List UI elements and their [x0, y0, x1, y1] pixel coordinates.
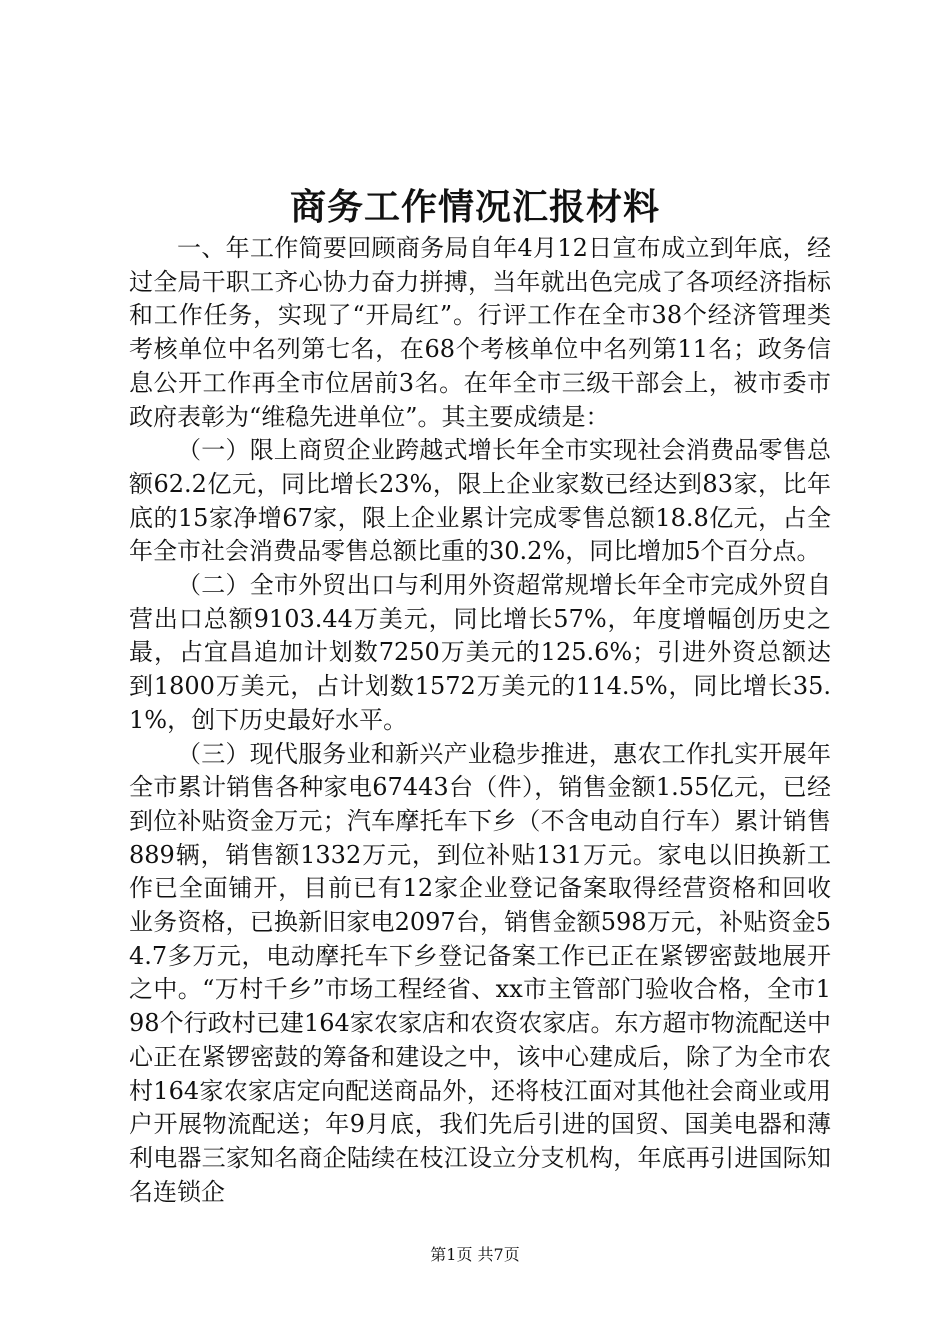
document-title: 商务工作情况汇报材料	[289, 187, 660, 228]
paragraph-modern-services: （三）现代服务业和新兴产业稳步推进，惠农工作扎实开展年全市累计销售各种家电67443台（件），销售金额1.55亿元，已经到位补贴资金万元；汽车摩托车下乡（不含电动自行车）累计销售889辆，销售额1332万元，到位补贴131万元。家电以旧换新工作已全面铺开，目前已有12家企业登记备案取得经营资格和回收业务资格，已换新旧家电2097台，销售金额598万元，补贴资金54.7多万元，电动摩托车下乡登记备案工作已正在紧锣密鼓地展开之中。“万村千乡”市场工程经省、xx市主管部门验收合格，全市198个行政村已建164家农家店和农资农家店。东方超市物流配送中心正在紧锣密鼓的筹备和建设之中，该中心建成后，除了为全市农村164家农家店定向配送商品外，还将枝江面对其他社会商业或用户开展物流配送；年9月底，我们先后引进的国贸、国美电器和薄利电器三家知名商企陆续在枝江设立分支机构，年底再引进国际知名连锁企	[129, 739, 831, 1206]
paragraph-foreign-trade: （二）全市外贸出口与利用外资超常规增长年全市完成外贸自营出口总额9103.44万美元，同比增长57%，年度增幅创历史之最，占宜昌追加计划数7250万美元的125.6%；引进外资总额达到1800万美元，占计划数1572万美元的114.5%，同比增长35.1%，创下历史最好水平。	[129, 571, 831, 734]
paragraph-review: 一、年工作简要回顾商务局自年4月12日宣布成立到年底，经过全局干职工齐心协力奋力拼搏，当年就出色完成了各项经济指标和工作任务，实现了“开局红”。行评工作在全市38个经济管理类考核单位中名列第七名，在68个考核单位中名列第11名；政务信息公开工作再全市位居前3名。在年全市三级干部会上，被市委市政府表彰为“维稳先进单位”。其主要成绩是：	[129, 234, 831, 431]
document-body	[129, 232, 831, 1209]
paragraph-retail-growth: （一）限上商贸企业跨越式增长年全市实现社会消费品零售总额62.2亿元，同比增长23%，限上企业家数已经达到83家，比年底的15家净增67家，限上企业累计完成零售总额18.8亿元，占全年全市社会消费品零售总额比重的30.2%，同比增加5个百分点。	[129, 436, 831, 566]
page-number-footer: 第1页 共7页	[430, 1245, 520, 1264]
